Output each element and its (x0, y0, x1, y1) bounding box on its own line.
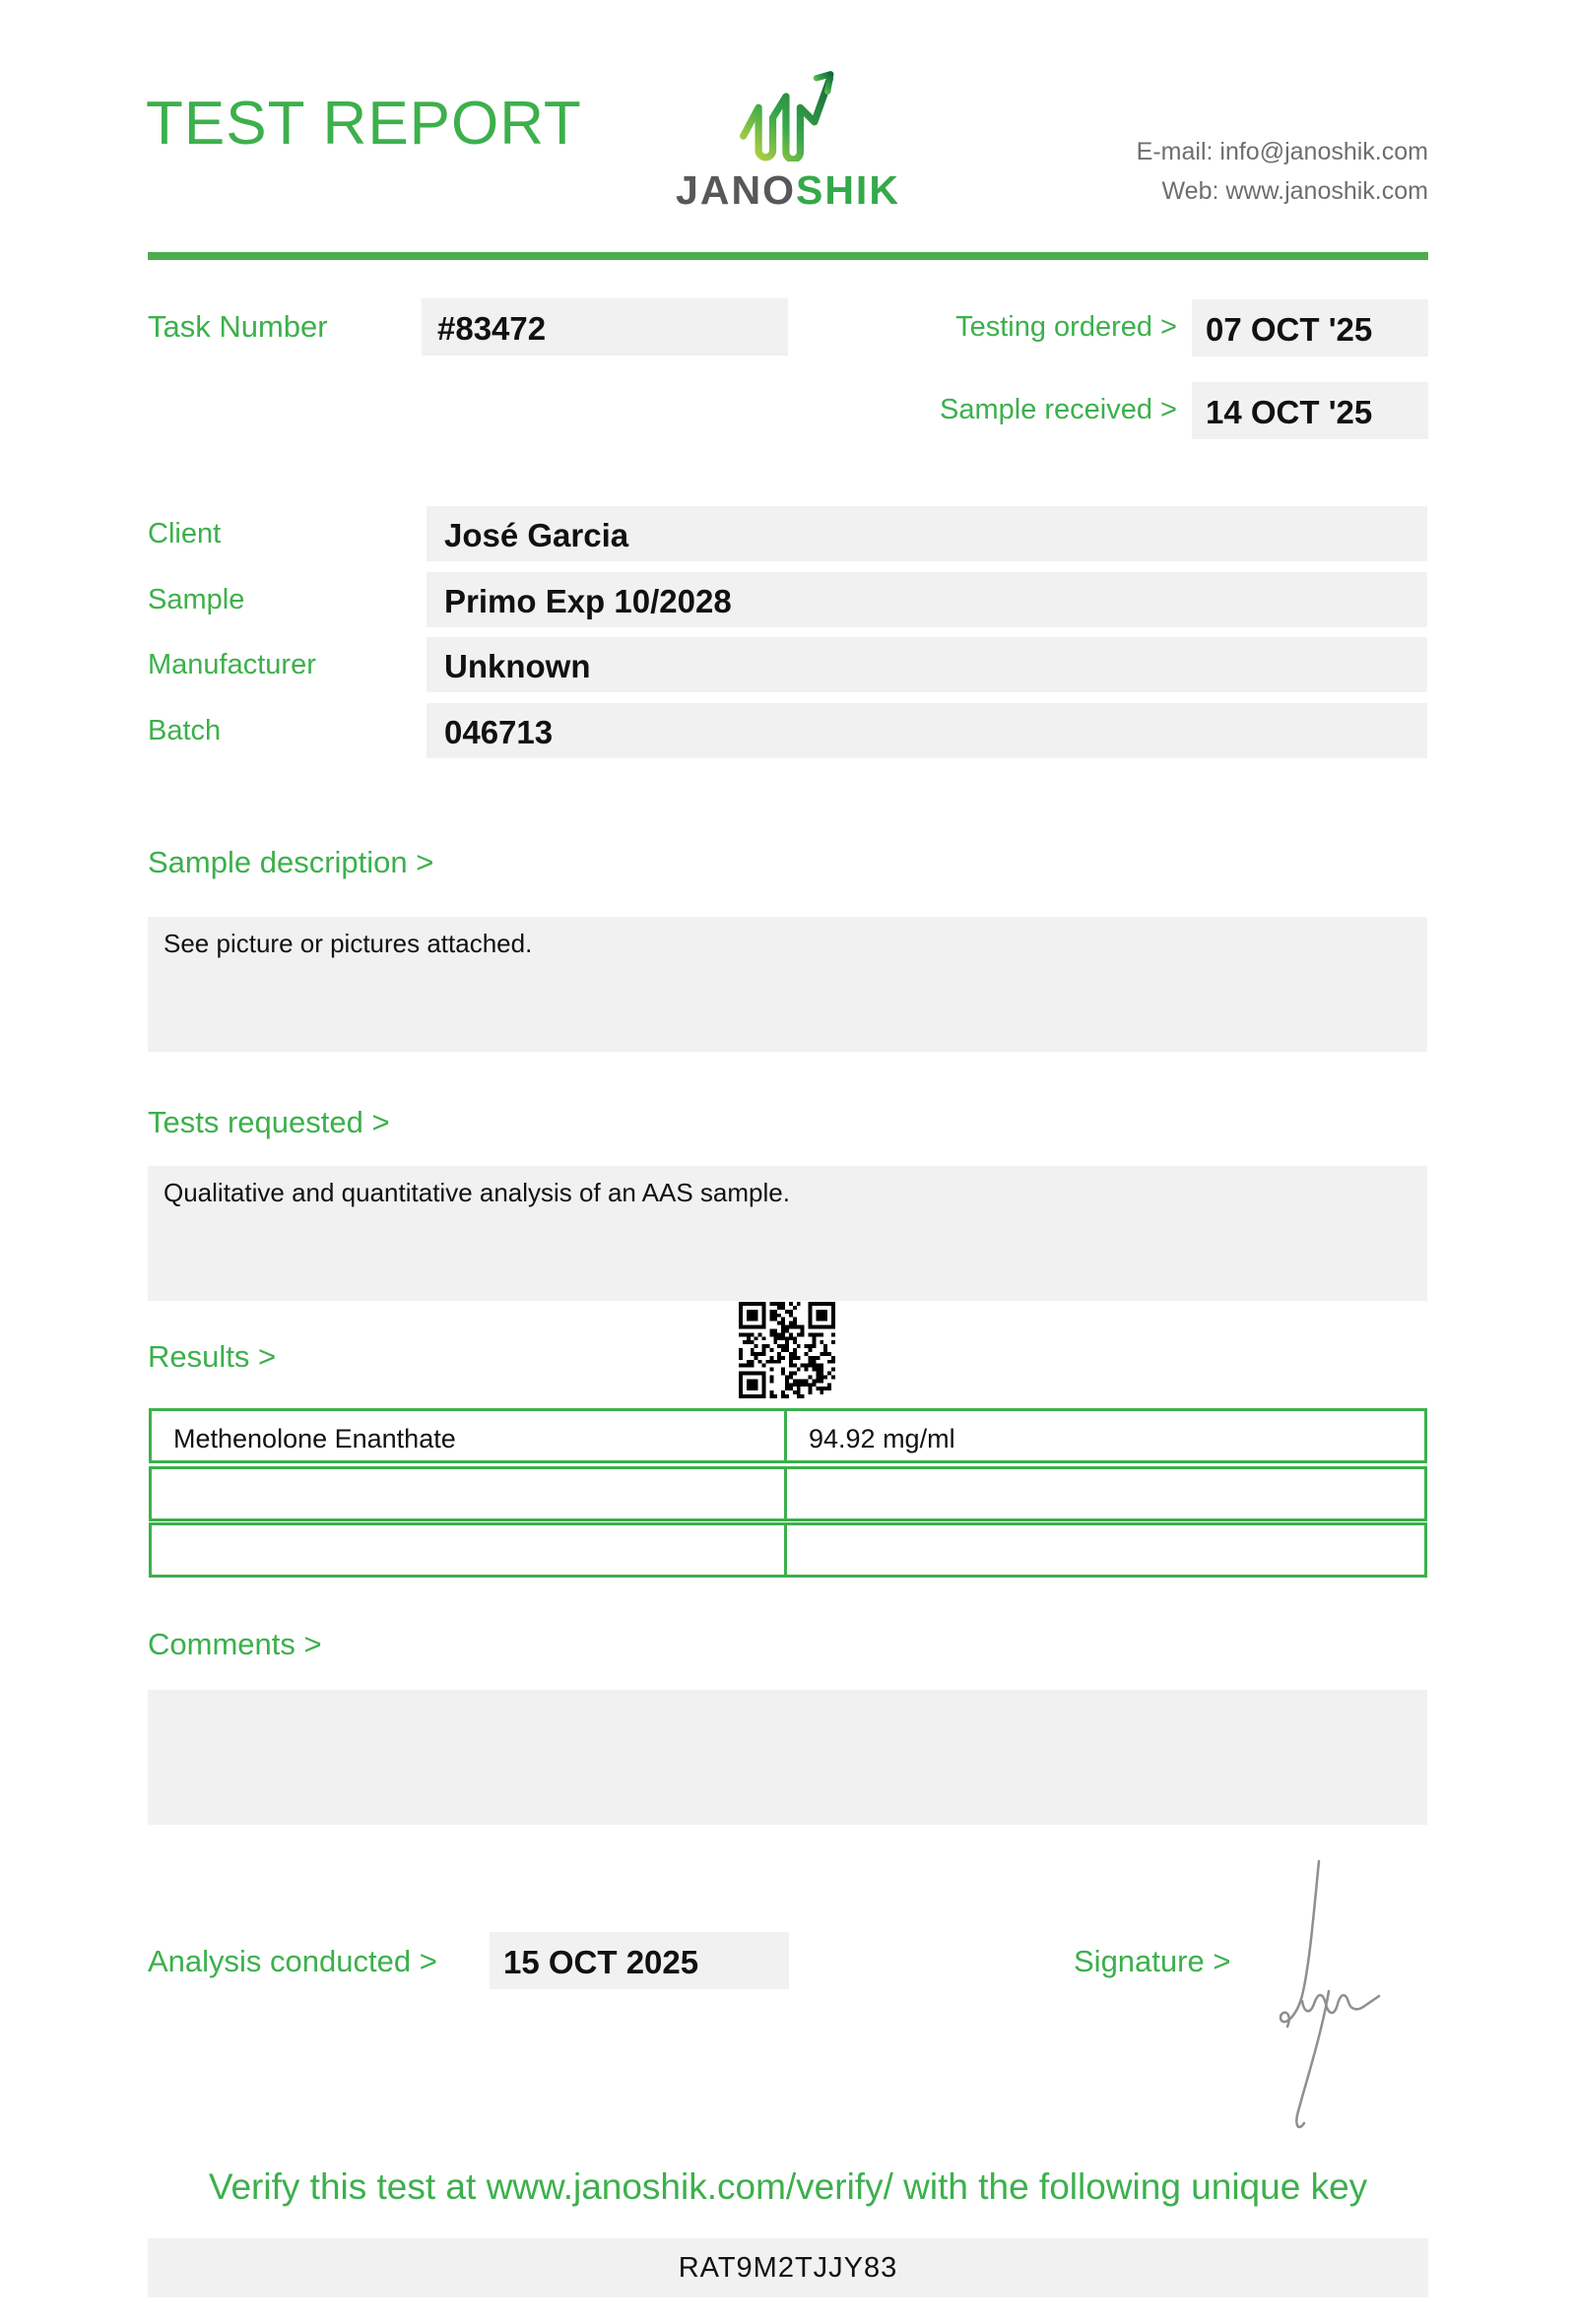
sample-description-body: See picture or pictures attached. (164, 929, 533, 958)
tests-requested-box (148, 1166, 1427, 1301)
verify-key-value: RAT9M2TJJY83 (678, 2252, 898, 2284)
testing-ordered-label: Testing ordered > (955, 311, 1177, 343)
header-divider (148, 252, 1428, 260)
client-label: Client (148, 518, 222, 549)
results-heading: Results > (148, 1339, 277, 1374)
result-row (149, 1408, 1427, 1463)
comments-box (148, 1690, 1427, 1825)
analysis-conducted-box (490, 1932, 789, 1989)
logo-shik-text: SHIK (795, 167, 900, 213)
contact-web: Web: www.janoshik.com (1161, 177, 1428, 205)
sample-received-value: 14 OCT '25 (1206, 394, 1373, 430)
client-box (427, 506, 1427, 561)
analysis-conducted-value: 15 OCT 2025 (503, 1944, 699, 1980)
client-value: José Garcia (444, 517, 629, 553)
analysis-conducted-label: Analysis conducted > (148, 1944, 437, 1978)
result-analyte (152, 1525, 787, 1575)
contact-block (1137, 132, 1428, 211)
tests-requested-heading: Tests requested > (148, 1105, 390, 1139)
testing-ordered-value: 07 OCT '25 (1206, 311, 1373, 348)
result-row (149, 1466, 1427, 1521)
result-value (787, 1525, 1424, 1575)
sample-received-label: Sample received > (940, 394, 1177, 425)
page-title: TEST REPORT (146, 90, 582, 158)
batch-label: Batch (148, 715, 222, 746)
sample-description-heading: Sample description > (148, 845, 434, 879)
tests-requested-body: Qualitative and quantitative analysis of an AAS sample. (164, 1178, 790, 1207)
manufacturer-label: Manufacturer (148, 649, 316, 680)
result-value: 94.92 mg/ml (809, 1424, 955, 1453)
comments-heading: Comments > (148, 1627, 322, 1661)
task-number-value: #83472 (437, 310, 547, 347)
signature-label: Signature > (1074, 1944, 1231, 1978)
result-value (787, 1469, 1424, 1518)
sample-received-box (1192, 382, 1428, 439)
batch-box (427, 703, 1427, 758)
result-analyte (152, 1469, 787, 1518)
sample-box (427, 572, 1427, 627)
sample-value: Primo Exp 10/2028 (444, 583, 732, 619)
result-row (149, 1522, 1427, 1578)
result-analyte: Methenolone Enanthate (152, 1411, 787, 1460)
manufacturer-box (427, 637, 1427, 692)
manufacturer-value: Unknown (444, 648, 591, 684)
verify-instruction: Verify this test at www.janoshik.com/verify/ with the following unique key (208, 2166, 1368, 2207)
janoshik-logo-icon (737, 65, 839, 161)
sample-description-box (148, 917, 1427, 1052)
testing-ordered-box (1192, 299, 1428, 356)
logo-jano-text: JANO (676, 167, 796, 213)
batch-value: 046713 (444, 714, 554, 750)
sample-label: Sample (148, 584, 245, 615)
task-number-label: Task Number (148, 309, 328, 344)
qr-code (739, 1302, 835, 1398)
verify-key-box (148, 2238, 1428, 2297)
contact-email: E-mail: info@janoshik.com (1136, 138, 1428, 165)
signature-image (1273, 1853, 1387, 2137)
janoshik-logo-wordmark (640, 167, 936, 214)
comments-body (148, 1690, 1427, 1702)
